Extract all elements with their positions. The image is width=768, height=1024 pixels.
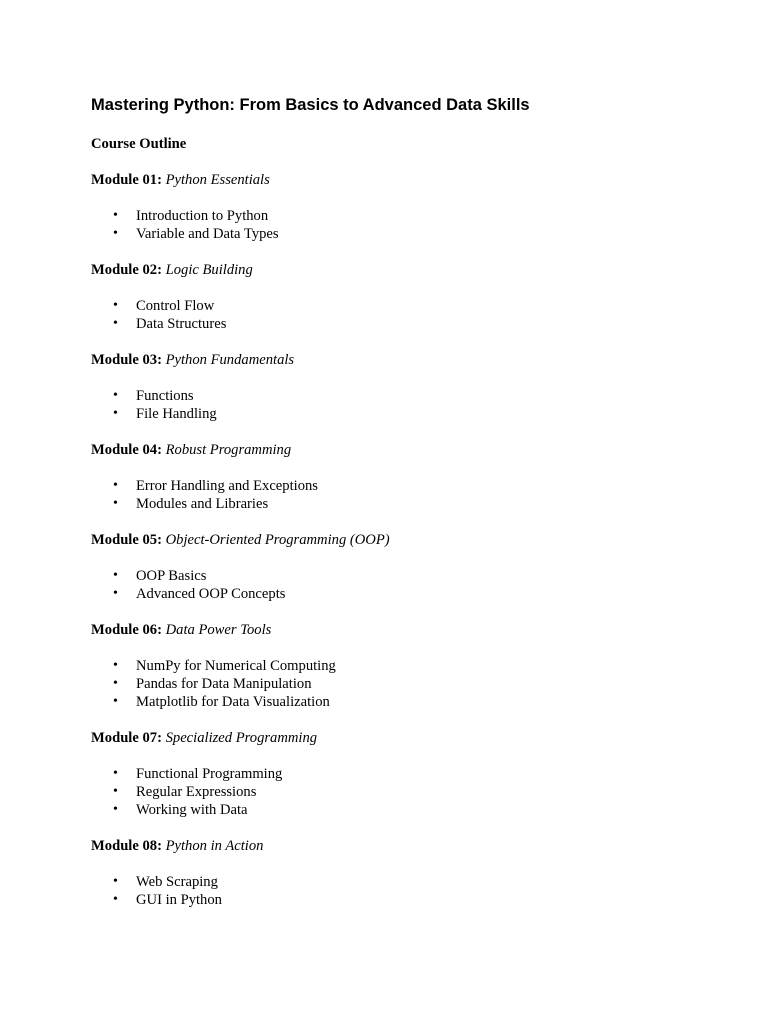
document-page bbox=[91, 93, 691, 927]
list-item bbox=[91, 891, 691, 909]
bullet-icon: • bbox=[113, 766, 118, 781]
module-title: Robust Programming bbox=[165, 442, 292, 458]
list-item bbox=[91, 387, 691, 405]
topic-label: NumPy for Numerical Computing bbox=[136, 658, 336, 674]
bullet-icon: • bbox=[113, 874, 118, 889]
course-outline-heading: Course Outline bbox=[91, 136, 187, 152]
module-section bbox=[91, 351, 691, 423]
topic-label: Web Scraping bbox=[136, 874, 218, 890]
module-heading bbox=[91, 351, 691, 369]
topic-label: Functional Programming bbox=[136, 766, 283, 782]
topic-label: Pandas for Data Manipulation bbox=[136, 676, 312, 692]
list-item bbox=[91, 585, 691, 603]
module-number: Module 01: bbox=[91, 172, 162, 188]
module-heading bbox=[91, 729, 691, 747]
module-section bbox=[91, 261, 691, 333]
topic-label: Error Handling and Exceptions bbox=[136, 478, 318, 494]
bullet-icon: • bbox=[113, 478, 118, 493]
module-heading bbox=[91, 531, 691, 549]
module-title: Object-Oriented Programming (OOP) bbox=[165, 532, 390, 548]
module-number: Module 06: bbox=[91, 622, 162, 638]
topic-label: Variable and Data Types bbox=[136, 226, 279, 242]
module-number: Module 05: bbox=[91, 532, 162, 548]
list-item bbox=[91, 207, 691, 225]
topic-label: Modules and Libraries bbox=[136, 496, 269, 512]
topic-list bbox=[91, 477, 691, 513]
bullet-icon: • bbox=[113, 568, 118, 583]
bullet-icon: • bbox=[113, 802, 118, 817]
list-item bbox=[91, 657, 691, 675]
module-number: Module 03: bbox=[91, 352, 162, 368]
topic-list bbox=[91, 297, 691, 333]
module-number: Module 08: bbox=[91, 838, 162, 854]
topic-list bbox=[91, 657, 691, 711]
module-number: Module 07: bbox=[91, 730, 162, 746]
module-title: Logic Building bbox=[165, 262, 253, 278]
list-item bbox=[91, 567, 691, 585]
bullet-icon: • bbox=[113, 694, 118, 709]
topic-label: Control Flow bbox=[136, 298, 215, 314]
module-title: Specialized Programming bbox=[165, 730, 318, 746]
module-title: Python Essentials bbox=[165, 172, 270, 188]
topic-label: File Handling bbox=[136, 406, 217, 422]
module-section bbox=[91, 441, 691, 513]
topic-label: Functions bbox=[136, 388, 194, 404]
bullet-icon: • bbox=[113, 784, 118, 799]
module-section bbox=[91, 531, 691, 603]
list-item bbox=[91, 783, 691, 801]
bullet-icon: • bbox=[113, 298, 118, 313]
bullet-icon: • bbox=[113, 226, 118, 241]
module-heading bbox=[91, 621, 691, 639]
list-item bbox=[91, 873, 691, 891]
list-item bbox=[91, 675, 691, 693]
module-section bbox=[91, 621, 691, 711]
topic-label: Introduction to Python bbox=[136, 208, 269, 224]
module-section bbox=[91, 729, 691, 819]
bullet-icon: • bbox=[113, 676, 118, 691]
topic-label: Data Structures bbox=[136, 316, 227, 332]
list-item bbox=[91, 315, 691, 333]
topic-list bbox=[91, 387, 691, 423]
module-section bbox=[91, 171, 691, 243]
list-item bbox=[91, 297, 691, 315]
topic-list bbox=[91, 765, 691, 819]
topic-label: GUI in Python bbox=[136, 892, 222, 908]
list-item bbox=[91, 765, 691, 783]
bullet-icon: • bbox=[113, 208, 118, 223]
module-number: Module 04: bbox=[91, 442, 162, 458]
topic-list bbox=[91, 207, 691, 243]
bullet-icon: • bbox=[113, 658, 118, 673]
bullet-icon: • bbox=[113, 406, 118, 421]
topic-label: Advanced OOP Concepts bbox=[136, 586, 286, 602]
module-heading bbox=[91, 441, 691, 459]
list-item bbox=[91, 693, 691, 711]
module-number: Module 02: bbox=[91, 262, 162, 278]
bullet-icon: • bbox=[113, 496, 118, 511]
topic-label: Regular Expressions bbox=[136, 784, 257, 800]
bullet-icon: • bbox=[113, 316, 118, 331]
list-item bbox=[91, 405, 691, 423]
module-list bbox=[91, 171, 691, 909]
module-section bbox=[91, 837, 691, 909]
topic-list bbox=[91, 873, 691, 909]
module-heading bbox=[91, 837, 691, 855]
topic-label: Working with Data bbox=[136, 802, 248, 818]
bullet-icon: • bbox=[113, 892, 118, 907]
topic-label: OOP Basics bbox=[136, 568, 207, 584]
list-item bbox=[91, 225, 691, 243]
module-heading bbox=[91, 171, 691, 189]
topic-list bbox=[91, 567, 691, 603]
bullet-icon: • bbox=[113, 586, 118, 601]
module-title: Data Power Tools bbox=[165, 622, 272, 638]
bullet-icon: • bbox=[113, 388, 118, 403]
list-item bbox=[91, 495, 691, 513]
document-title: Mastering Python: From Basics to Advanced Data Skills bbox=[91, 96, 530, 114]
list-item bbox=[91, 477, 691, 495]
module-heading bbox=[91, 261, 691, 279]
module-title: Python in Action bbox=[165, 838, 264, 854]
topic-label: Matplotlib for Data Visualization bbox=[136, 694, 330, 710]
module-title: Python Fundamentals bbox=[165, 352, 295, 368]
list-item bbox=[91, 801, 691, 819]
